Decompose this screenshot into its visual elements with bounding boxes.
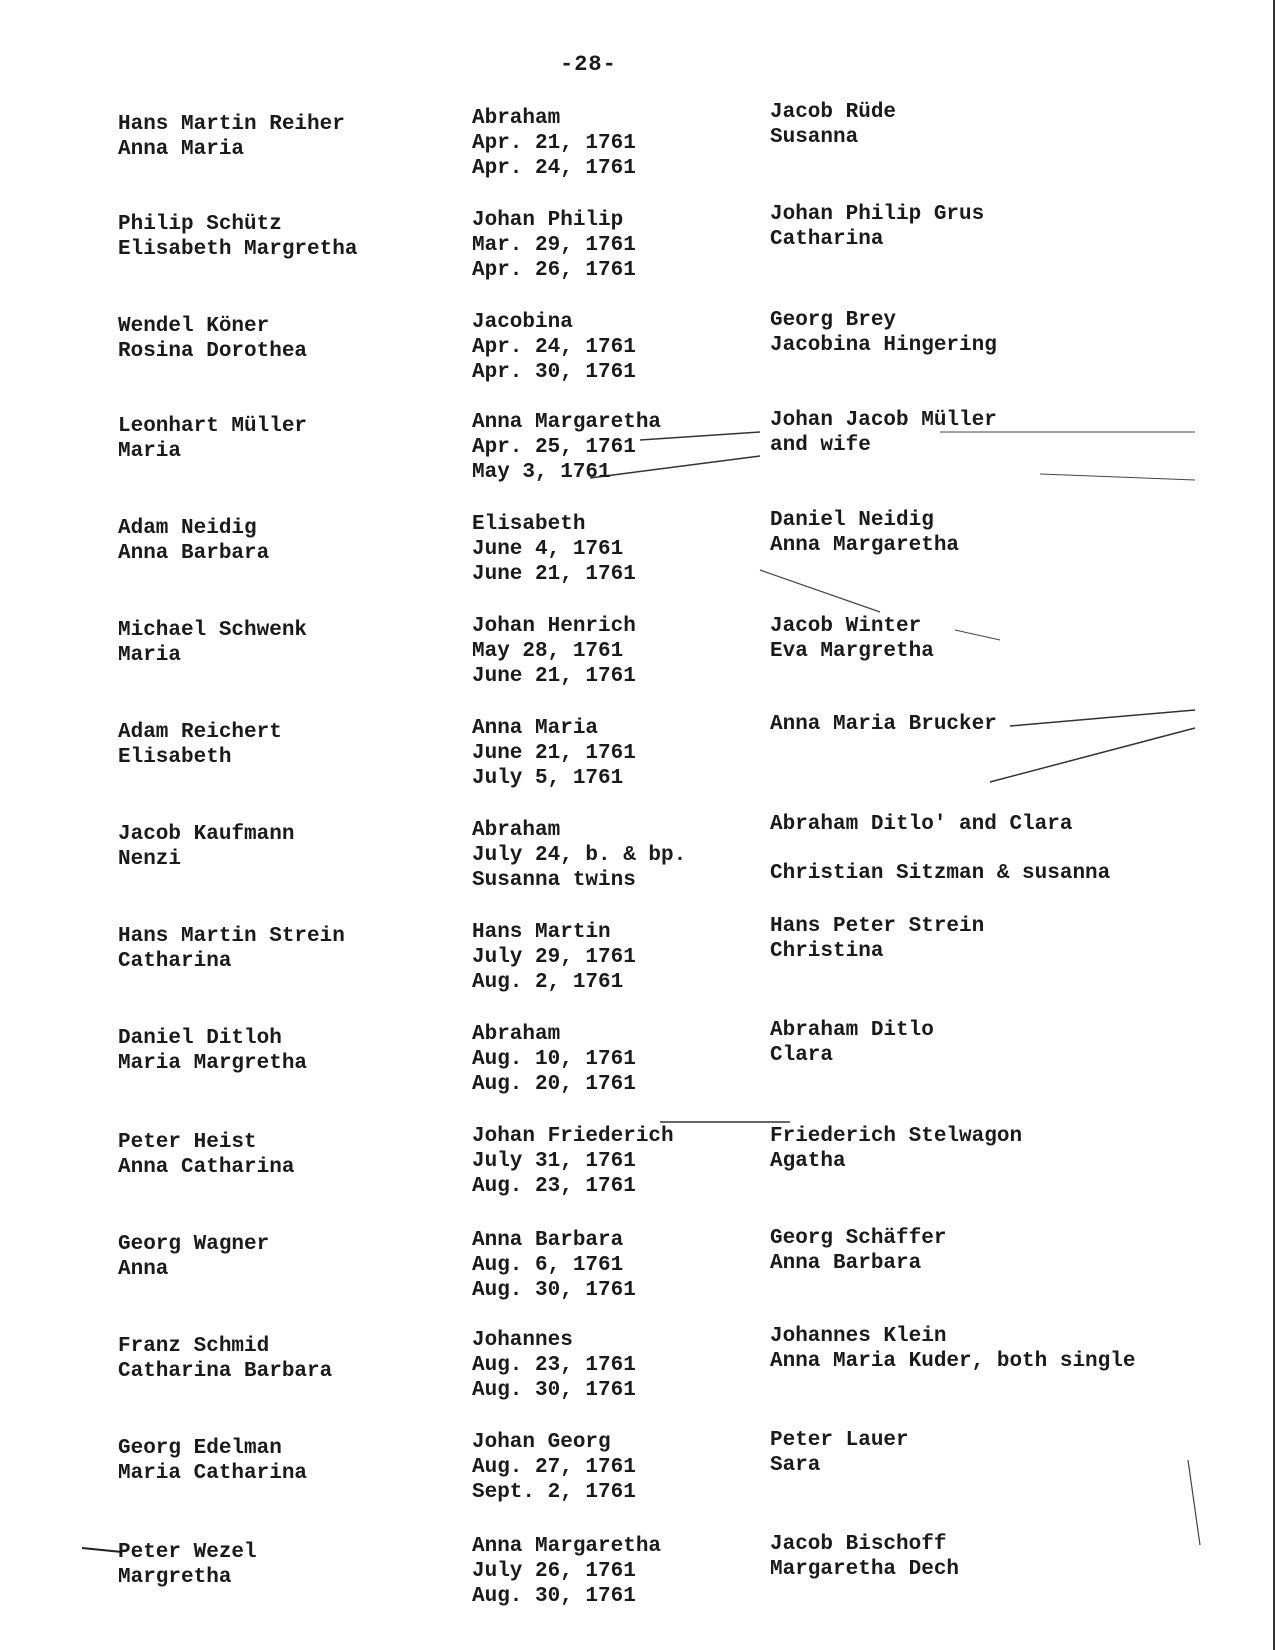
father-name: Hans Martin Reiher: [118, 113, 345, 136]
child-info: [472, 106, 752, 181]
sponsor-name: Catharina: [770, 228, 884, 251]
baptism-date: Sept. 2, 1761: [472, 1481, 636, 1504]
child-info: [472, 512, 752, 587]
sponsors: [770, 308, 1250, 358]
birth-date: July 26, 1761: [472, 1560, 636, 1583]
sponsor-name: Jacob Rüde: [770, 101, 897, 124]
page-number: -28-: [560, 52, 617, 77]
sponsors: [770, 812, 1250, 886]
baptism-date: Aug. 30, 1761: [472, 1379, 636, 1402]
baptism-date: May 3, 1761: [472, 461, 611, 484]
father-name: Peter Wezel: [118, 1541, 257, 1564]
sponsor-name: Agatha: [770, 1150, 846, 1173]
sponsors: [770, 1018, 1250, 1068]
parents: [118, 1334, 438, 1384]
sponsor-name: Georg Brey: [770, 309, 897, 332]
child-name: Johan Henrich: [472, 615, 636, 638]
sponsor-name: Margaretha Dech: [770, 1558, 960, 1581]
baptism-date: Susanna twins: [472, 869, 636, 892]
mother-name: Anna Barbara: [118, 542, 270, 565]
father-name: Adam Neidig: [118, 517, 257, 540]
child-name: Johan Georg: [472, 1431, 611, 1454]
child-name: Abraham: [472, 819, 561, 842]
sponsor-name: Abraham Ditlo: [770, 1019, 934, 1042]
baptism-entry: [0, 615, 1275, 718]
baptism-entry: [0, 203, 1275, 312]
birth-date: June 21, 1761: [472, 742, 636, 765]
father-name: Adam Reichert: [118, 721, 282, 744]
father-name: Daniel Ditloh: [118, 1027, 282, 1050]
parents: [118, 414, 438, 464]
child-name: Johan Philip: [472, 209, 624, 232]
father-name: Georg Wagner: [118, 1233, 270, 1256]
birth-date: Apr. 25, 1761: [472, 436, 636, 459]
baptism-entry: [0, 409, 1275, 514]
mother-name: Nenzi: [118, 848, 182, 871]
sponsor-name: Jacob Winter: [770, 615, 922, 638]
sponsors: [770, 614, 1250, 664]
baptism-entry: [0, 1125, 1275, 1230]
sponsor-name: Abraham Ditlo' and Clara: [770, 813, 1073, 836]
baptism-entry: [0, 1325, 1275, 1434]
mother-name: Maria Margretha: [118, 1052, 308, 1075]
mother-name: Anna Maria: [118, 138, 245, 161]
sponsors: [770, 100, 1250, 150]
birth-date: Aug. 10, 1761: [472, 1048, 636, 1071]
child-name: Abraham: [472, 1023, 561, 1046]
birth-date: July 24, b. & bp.: [472, 844, 687, 867]
parents: [118, 1436, 438, 1486]
mother-name: Catharina: [118, 950, 232, 973]
baptism-entry: [0, 915, 1275, 1024]
birth-date: Aug. 23, 1761: [472, 1354, 636, 1377]
sponsors: [770, 914, 1250, 964]
sponsor-name: Anna Maria Kuder, both single: [770, 1350, 1136, 1373]
birth-date: June 4, 1761: [472, 538, 624, 561]
mother-name: Anna Catharina: [118, 1156, 295, 1179]
child-info: [472, 1328, 752, 1403]
sponsor-name: Jacobina Hingering: [770, 334, 997, 357]
sponsor-name: Anna Maria Brucker: [770, 713, 997, 736]
father-name: Jacob Kaufmann: [118, 823, 295, 846]
sponsor-name: Johannes Klein: [770, 1325, 947, 1348]
mother-name: Maria: [118, 644, 182, 667]
child-name: Abraham: [472, 107, 561, 130]
child-name: Jacobina: [472, 311, 573, 334]
father-name: Michael Schwenk: [118, 619, 308, 642]
child-info: [472, 410, 752, 485]
father-name: Wendel Köner: [118, 315, 270, 338]
birth-date: Aug. 6, 1761: [472, 1254, 624, 1277]
sponsor-name: Friederich Stelwagon: [770, 1125, 1023, 1148]
birth-date: Mar. 29, 1761: [472, 234, 636, 257]
child-name: Anna Margaretha: [472, 1535, 662, 1558]
baptism-date: Apr. 26, 1761: [472, 259, 636, 282]
sponsor-name: Eva Margretha: [770, 640, 934, 663]
sponsors: [770, 508, 1250, 558]
sponsor-name: Georg Schäffer: [770, 1227, 947, 1250]
baptism-entry: [0, 1227, 1275, 1332]
baptism-entry: [0, 813, 1275, 922]
baptism-date: Aug. 23, 1761: [472, 1175, 636, 1198]
father-name: Peter Heist: [118, 1131, 257, 1154]
sponsors: [770, 712, 1250, 737]
baptism-date: July 5, 1761: [472, 767, 624, 790]
parents: [118, 516, 438, 566]
child-info: [472, 310, 752, 385]
sponsor-name: Peter Lauer: [770, 1429, 909, 1452]
baptism-date: June 21, 1761: [472, 665, 636, 688]
parents: [118, 1130, 438, 1180]
sponsor-name: Christina: [770, 940, 884, 963]
baptism-date: Aug. 30, 1761: [472, 1585, 636, 1608]
sponsor-name: Sara: [770, 1454, 821, 1477]
child-name: Johannes: [472, 1329, 573, 1352]
baptism-date: Aug. 30, 1761: [472, 1279, 636, 1302]
father-name: Franz Schmid: [118, 1335, 270, 1358]
mother-name: Margretha: [118, 1566, 232, 1589]
baptism-entry: [0, 1429, 1275, 1536]
child-info: [472, 1124, 752, 1199]
child-info: [472, 614, 752, 689]
baptism-date: Apr. 30, 1761: [472, 361, 636, 384]
mother-name: Maria Catharina: [118, 1462, 308, 1485]
baptism-date: Apr. 24, 1761: [472, 157, 636, 180]
child-name: Anna Maria: [472, 717, 599, 740]
mother-name: Anna: [118, 1258, 169, 1281]
child-name: Elisabeth: [472, 513, 586, 536]
child-info: [472, 818, 752, 893]
parents: [118, 1540, 438, 1590]
mother-name: Catharina Barbara: [118, 1360, 333, 1383]
mother-name: Elisabeth: [118, 746, 232, 769]
parents: [118, 618, 438, 668]
sponsor-name: Anna Margaretha: [770, 534, 960, 557]
child-info: [472, 920, 752, 995]
child-name: Anna Barbara: [472, 1229, 624, 1252]
sponsors: [770, 1324, 1250, 1374]
parents: [118, 720, 438, 770]
parents: [118, 1026, 438, 1076]
baptism-entry: [0, 1533, 1275, 1640]
sponsor-name: Daniel Neidig: [770, 509, 934, 532]
child-name: Hans Martin: [472, 921, 611, 944]
baptism-date: Aug. 2, 1761: [472, 971, 624, 994]
parents: [118, 212, 438, 262]
sponsor-name: and wife: [770, 434, 871, 457]
baptism-entry: [0, 1019, 1275, 1126]
child-info: [472, 1228, 752, 1303]
sponsors: [770, 1532, 1250, 1582]
baptism-entry: [0, 309, 1275, 414]
father-name: Hans Martin Strein: [118, 925, 345, 948]
sponsors: [770, 202, 1250, 252]
child-name: Anna Margaretha: [472, 411, 662, 434]
birth-date: July 31, 1761: [472, 1150, 636, 1173]
sponsor-name: Jacob Bischoff: [770, 1533, 947, 1556]
baptism-date: June 21, 1761: [472, 563, 636, 586]
parents: [118, 112, 438, 162]
baptism-entry: [0, 713, 1275, 820]
parents: [118, 314, 438, 364]
baptism-date: Aug. 20, 1761: [472, 1073, 636, 1096]
mother-name: Maria: [118, 440, 182, 463]
child-name: Johan Friederich: [472, 1125, 674, 1148]
parents: [118, 822, 438, 872]
sponsors: [770, 1226, 1250, 1276]
parents: [118, 924, 438, 974]
birth-date: May 28, 1761: [472, 640, 624, 663]
birth-date: Aug. 27, 1761: [472, 1456, 636, 1479]
child-info: [472, 1022, 752, 1097]
child-info: [472, 208, 752, 283]
sponsors: [770, 1428, 1250, 1478]
sponsor-name: Clara: [770, 1044, 834, 1067]
father-name: Georg Edelman: [118, 1437, 282, 1460]
sponsor-name: Christian Sitzman & susanna: [770, 862, 1111, 885]
mother-name: Elisabeth Margretha: [118, 238, 358, 261]
birth-date: Apr. 21, 1761: [472, 132, 636, 155]
sponsor-name: Hans Peter Strein: [770, 915, 985, 938]
mother-name: Rosina Dorothea: [118, 340, 308, 363]
birth-date: Apr. 24, 1761: [472, 336, 636, 359]
father-name: Leonhart Müller: [118, 415, 308, 438]
baptism-entry: [0, 101, 1275, 212]
child-info: [472, 1534, 752, 1609]
sponsor-name: Susanna: [770, 126, 859, 149]
child-info: [472, 1430, 752, 1505]
sponsors: [770, 1124, 1250, 1174]
sponsor-name: Anna Barbara: [770, 1252, 922, 1275]
sponsors: [770, 408, 1250, 458]
parents: [118, 1232, 438, 1282]
child-info: [472, 716, 752, 791]
birth-date: July 29, 1761: [472, 946, 636, 969]
sponsor-name: Johan Philip Grus: [770, 203, 985, 226]
father-name: Philip Schütz: [118, 213, 282, 236]
sponsor-name: Johan Jacob Müller: [770, 409, 997, 432]
baptism-entry: [0, 509, 1275, 616]
